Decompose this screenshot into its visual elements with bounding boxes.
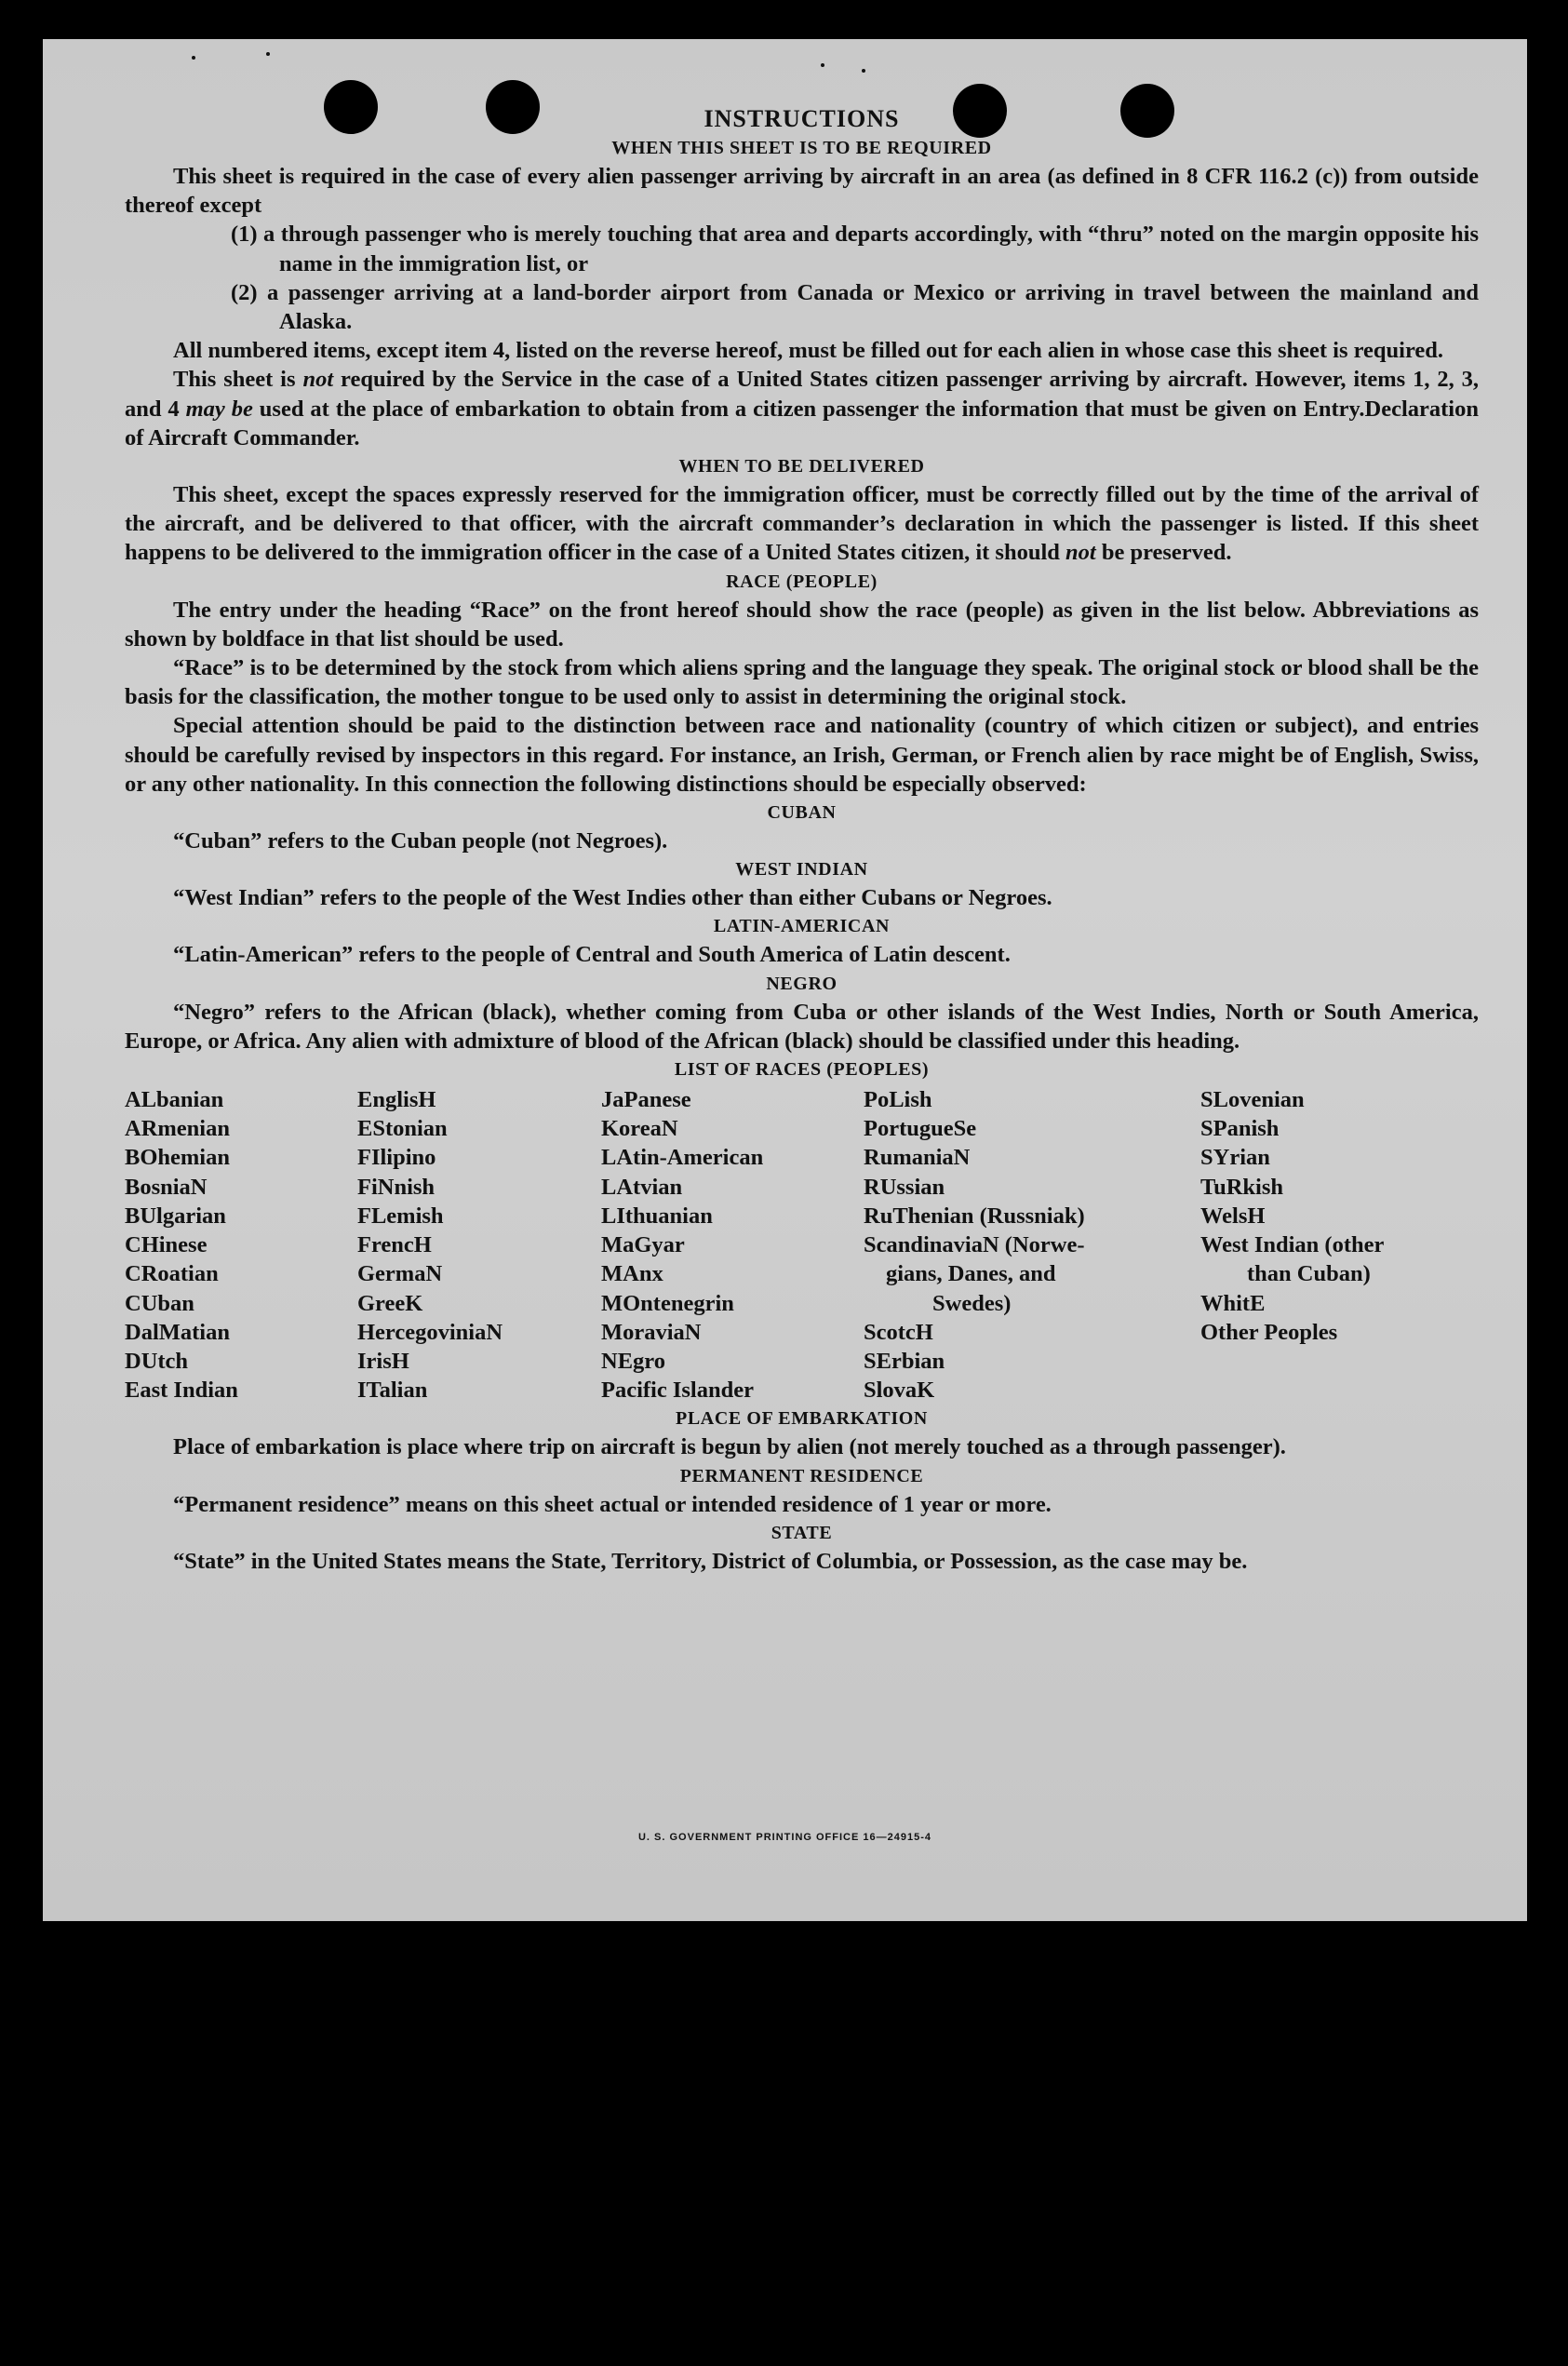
heading-state: STATE	[771, 1522, 833, 1543]
race-list	[125, 1085, 1479, 1405]
race-item: CHinese	[125, 1232, 208, 1258]
speck	[266, 52, 270, 56]
race-item: CUban	[125, 1290, 194, 1316]
race-item: ALbanian	[125, 1087, 224, 1113]
paragraph: “Negro” refers to the African (black), whether coming from Cuba or other islands of the West Indies, North or South America, Europe, or Africa. Any alien with admixture of blood of the African (black) should be classified under this heading.	[125, 999, 1479, 1054]
race-item: LAtvian	[601, 1174, 683, 1200]
race-item: gians, Danes, and	[886, 1261, 1056, 1287]
printing-office-imprint: U. S. GOVERNMENT PRINTING OFFICE 16—24915-4	[637, 1832, 931, 1843]
instructions-body	[125, 104, 1479, 1576]
heading-list-of-races: LIST OF RACES (PEOPLES)	[674, 1059, 930, 1081]
race-item: JaPanese	[601, 1087, 691, 1113]
paragraph: “Latin-American” refers to the people of Central and South America of Latin descent.	[173, 942, 1011, 968]
emphasis: not	[1065, 540, 1096, 566]
text: used at the place of embarkation to obtain from a citizen passenger the information that must be given on Entry.Declaration of Aircraft Commander.	[125, 396, 1479, 450]
heading-when-required: WHEN THIS SHEET IS TO BE REQUIRED	[611, 138, 992, 158]
text: be preserved.	[1095, 540, 1232, 566]
race-item: Other Peoples	[1200, 1319, 1338, 1345]
race-item: FLemish	[357, 1203, 444, 1229]
paragraph: “West Indian” refers to the people of the West Indies other than either Cubans or Negroes.	[173, 885, 1052, 911]
race-item: ScandinaviaN (Norwe-	[864, 1232, 1085, 1258]
race-item: ARmenian	[125, 1116, 230, 1142]
race-item: Pacific Islander	[601, 1378, 754, 1404]
paragraph: “Permanent residence” means on this sheet actual or intended residence of 1 year or more.	[173, 1491, 1052, 1517]
race-column	[1200, 1085, 1479, 1405]
race-item: CRoatian	[125, 1261, 219, 1287]
race-item: SErbian	[864, 1348, 945, 1374]
heading-west-indian: WEST INDIAN	[735, 859, 868, 881]
race-item: LIthuanian	[601, 1203, 713, 1229]
race-column	[601, 1085, 864, 1405]
race-item: KoreaN	[601, 1116, 678, 1142]
race-item: East Indian	[125, 1378, 238, 1404]
race-item: GermaN	[357, 1261, 443, 1287]
speck	[821, 63, 824, 67]
race-item: BUlgarian	[125, 1203, 226, 1229]
race-item: DUtch	[125, 1348, 189, 1374]
race-item: EnglisH	[357, 1087, 436, 1113]
text: This sheet, except the spaces expressly reserved for the immigration officer, must be correctly filled out by the time of the arrival of the aircraft, and be delivered to that officer, with the aircraft commander’s declaration in which the passenger is listed. If this sheet happens to be delivered to the immigration officer in the case of a United States citizen, it should	[125, 482, 1479, 566]
race-item: SLovenian	[1200, 1087, 1305, 1113]
race-item: RumaniaN	[864, 1145, 971, 1171]
race-item: BOhemian	[125, 1145, 230, 1171]
paragraph	[125, 365, 1479, 452]
text: required by the Service in the case of a United States citizen passenger arriving by aircraft. However, items 1, 2, 3, and 4	[125, 367, 1480, 422]
heading-permanent-residence: PERMANENT RESIDENCE	[679, 1465, 924, 1486]
paragraph: Place of embarkation is place where trip on aircraft is begun by alien (not merely touched as a through passenger).	[173, 1434, 1286, 1460]
race-item: Swedes)	[932, 1290, 1012, 1316]
speck	[192, 56, 195, 60]
list-item: (1) a through passenger who is merely touching that area and departs accordingly, with “thru” noted on the margin opposite his name in the immigration list, or	[231, 222, 1479, 276]
race-column	[125, 1085, 357, 1405]
race-column	[864, 1085, 1200, 1405]
emphasis: not	[302, 367, 334, 393]
paragraph: Special attention should be paid to the distinction between race and nationality (country of which citizen or subject), and entries should be carefully revised by inspectors in this regard. For instance, an Irish, German, or French alien by race might be of English, Swiss, or any other nationality. In this connection the following distinctions should be especially observed:	[125, 713, 1479, 797]
speck	[862, 69, 865, 73]
race-item: MoraviaN	[601, 1319, 702, 1345]
race-item: RuThenian (Russniak)	[864, 1203, 1085, 1229]
race-item: PortugueSe	[864, 1116, 977, 1142]
race-item: ScotcH	[864, 1319, 933, 1345]
race-item: SPanish	[1200, 1116, 1280, 1142]
race-item: EStonian	[357, 1116, 448, 1142]
emphasis: may be	[185, 396, 253, 422]
page-title: INSTRUCTIONS	[704, 105, 900, 132]
race-item: WhitE	[1200, 1290, 1266, 1316]
race-item: SlovaK	[864, 1378, 935, 1404]
race-item: TuRkish	[1200, 1174, 1284, 1200]
heading-place-of-embarkation: PLACE OF EMBARKATION	[676, 1408, 928, 1430]
race-item: BosniaN	[125, 1174, 208, 1200]
race-item: FrencH	[357, 1232, 432, 1258]
paragraph: All numbered items, except item 4, listed on the reverse hereof, must be filled out for each alien in whose case this sheet is required.	[173, 338, 1444, 364]
race-item: than Cuban)	[1247, 1261, 1371, 1287]
race-item: ITalian	[357, 1378, 428, 1404]
race-item: NEgro	[601, 1348, 665, 1374]
race-item: DalMatian	[125, 1319, 230, 1345]
paragraph: “State” in the United States means the State, Territory, District of Columbia, or Possession, as the case may be.	[173, 1548, 1248, 1574]
paragraph: “Cuban” refers to the Cuban people (not Negroes).	[173, 828, 668, 854]
race-item: FIlipino	[357, 1145, 436, 1171]
heading-negro: NEGRO	[766, 973, 838, 994]
heading-race: RACE (PEOPLE)	[726, 571, 878, 592]
race-item: West Indian (other	[1200, 1232, 1385, 1258]
race-item: GreeK	[357, 1290, 423, 1316]
race-item: PoLish	[864, 1087, 932, 1113]
list-item: (2) a passenger arriving at a land-border airport from Canada or Mexico or arriving in travel between the mainland and Alaska.	[231, 279, 1479, 335]
race-column	[357, 1085, 601, 1405]
race-item: LAtin-American	[601, 1145, 764, 1171]
race-item: IrisH	[357, 1348, 409, 1374]
paragraph: The entry under the heading “Race” on the front hereof should show the race (people) as given in the list below. Abbreviations as shown by boldface in that list should be used.	[125, 597, 1479, 652]
paragraph	[125, 480, 1479, 568]
race-item: SYrian	[1200, 1145, 1270, 1171]
race-item: FiNnish	[357, 1174, 436, 1200]
text: This sheet is	[173, 367, 303, 393]
heading-latin-american: LATIN-AMERICAN	[713, 916, 891, 937]
paragraph: “Race” is to be determined by the stock from which aliens spring and the language they speak. The original stock or blood shall be the basis for the classification, the mother tongue to be used only to assist in determining the original stock.	[125, 655, 1479, 710]
race-item: HercegoviniaN	[357, 1319, 503, 1345]
heading-cuban: CUBAN	[767, 802, 837, 824]
race-item: WelsH	[1200, 1203, 1266, 1229]
race-item: RUssian	[864, 1174, 945, 1200]
document-page	[43, 39, 1527, 1921]
race-item: MaGyar	[601, 1232, 685, 1258]
race-item: MAnx	[601, 1261, 663, 1287]
heading-when-delivered: WHEN TO BE DELIVERED	[678, 456, 925, 477]
race-item: MOntenegrin	[601, 1290, 734, 1316]
paragraph: This sheet is required in the case of every alien passenger arriving by aircraft in an area (as defined in 8 CFR 116.2 (c)) from outside thereof except	[125, 164, 1479, 219]
